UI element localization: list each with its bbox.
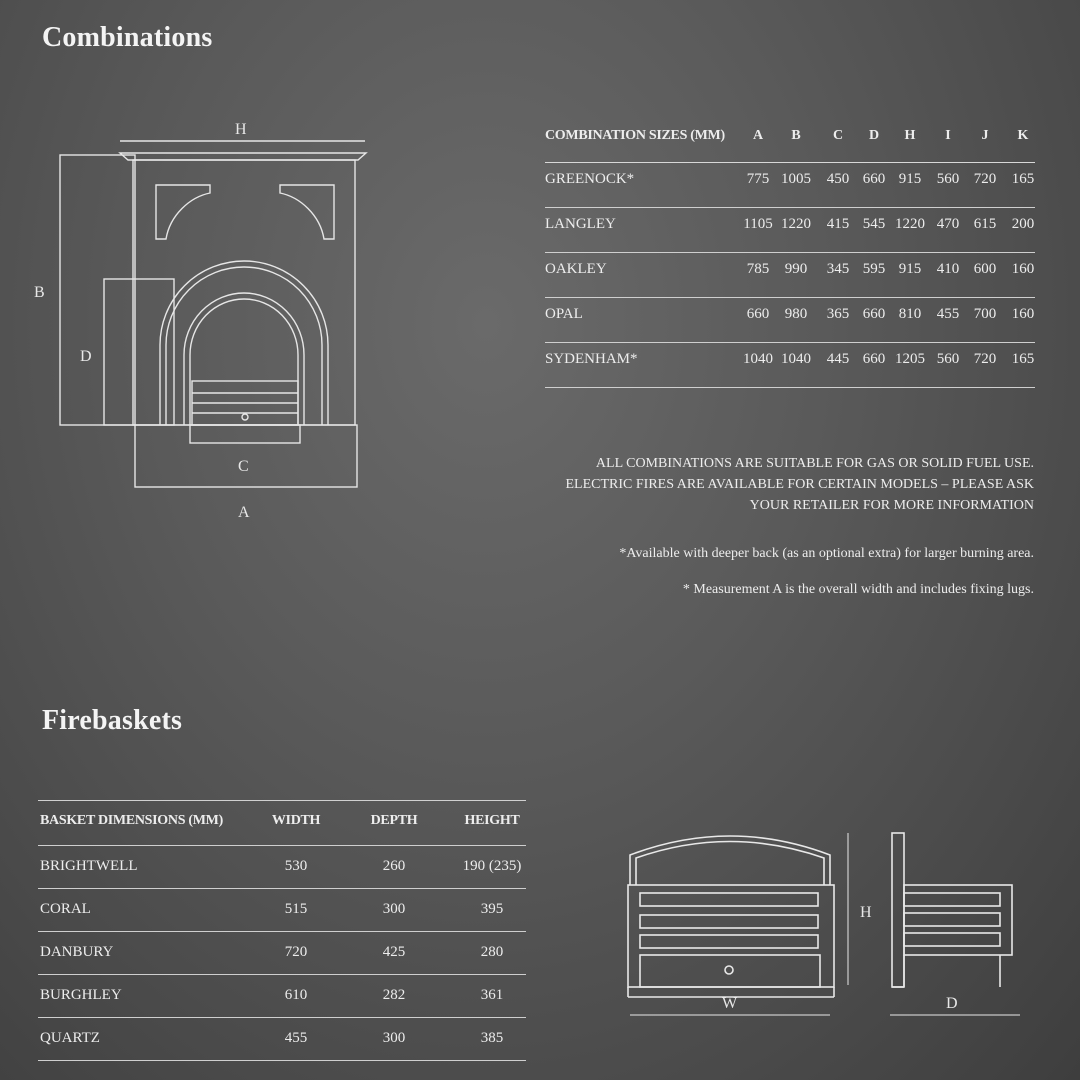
fuel-notice xyxy=(514,453,1034,516)
table-cell: 165 xyxy=(1011,171,1035,187)
basket-side-bar xyxy=(904,893,1000,906)
row-name: BRIGHTWELL xyxy=(40,858,138,874)
table-row xyxy=(38,889,526,932)
basket-bar xyxy=(640,915,818,928)
diagram-label-h: H xyxy=(235,121,247,138)
table-cell: 610 xyxy=(284,987,308,1003)
column-header-width: WIDTH xyxy=(271,813,321,828)
row-name: SYDENHAM* xyxy=(545,351,638,367)
ash-pan xyxy=(190,425,300,443)
table-row xyxy=(545,163,1035,208)
combinations-title: Combinations xyxy=(42,22,213,53)
fuel-notice-line-1: ALL COMBINATIONS ARE SUITABLE FOR GAS OR SOLID FUEL USE. xyxy=(595,456,1034,471)
table-cell: 300 xyxy=(382,1030,406,1046)
table-cell: 395 xyxy=(480,901,504,917)
table-cell: 775 xyxy=(746,171,770,187)
table-cell: 282 xyxy=(382,987,406,1003)
table-cell: 915 xyxy=(898,261,922,277)
table-cell: 720 xyxy=(284,944,308,960)
footnote-deeper-back: *Available with deeper back (as an optional extra) for larger burning area. xyxy=(619,546,1034,561)
table-cell: 165 xyxy=(1011,351,1035,367)
fireplace-combination-diagram xyxy=(20,105,380,525)
left-spandrel xyxy=(156,185,210,239)
hearth-box xyxy=(135,425,357,487)
fuel-notice-line-2: ELECTRIC FIRES ARE AVAILABLE FOR CERTAIN MODELS – PLEASE ASK xyxy=(565,477,1034,492)
basket-bar xyxy=(640,935,818,948)
basket-side-back xyxy=(892,833,904,987)
table-cell: 660 xyxy=(862,171,886,187)
table-cell: 365 xyxy=(826,306,850,322)
table-cell: 425 xyxy=(382,944,406,960)
row-name: QUARTZ xyxy=(40,1030,100,1046)
diagram-label-d: D xyxy=(80,348,92,365)
table-cell: 361 xyxy=(480,987,504,1003)
column-header-d: D xyxy=(868,128,880,143)
inner-arch-inner xyxy=(190,299,298,425)
firebasket-diagram xyxy=(610,825,1030,1025)
table-cell: 1040 xyxy=(743,351,773,367)
table-cell: 410 xyxy=(936,261,960,277)
table-cell: 615 xyxy=(973,216,997,232)
basket-header-label: BASKET DIMENSIONS (MM) xyxy=(40,813,223,828)
basket-arch-top xyxy=(630,836,830,885)
table-row xyxy=(545,208,1035,253)
table-cell: 160 xyxy=(1011,306,1035,322)
table-cell: 450 xyxy=(826,171,850,187)
dimension-box-b xyxy=(60,155,135,425)
table-cell: 200 xyxy=(1011,216,1035,232)
combination-sizes-table xyxy=(545,120,1035,388)
basket-side-bar xyxy=(904,913,1000,926)
table-row xyxy=(545,343,1035,388)
table-cell: 545 xyxy=(862,216,886,232)
table-cell: 560 xyxy=(936,351,960,367)
basket-side-bar xyxy=(904,933,1000,946)
dimension-box-d xyxy=(104,279,174,425)
combination-header-label: COMBINATION SIZES (MM) xyxy=(545,128,725,143)
table-cell: 190 (235) xyxy=(462,858,522,874)
table-cell: 385 xyxy=(480,1030,504,1046)
table-row xyxy=(38,1018,526,1061)
firebaskets-title: Firebaskets xyxy=(42,705,183,736)
mantel-shelf xyxy=(120,153,366,160)
table-cell: 415 xyxy=(826,216,850,232)
table-row xyxy=(545,253,1035,298)
table-cell: 470 xyxy=(936,216,960,232)
basket-dimensions-table xyxy=(38,800,526,1061)
basket-side-frame xyxy=(904,885,1012,955)
column-header-depth: DEPTH xyxy=(370,813,418,828)
diagram-label-a: A xyxy=(238,504,250,521)
table-row xyxy=(545,298,1035,343)
combination-table-header xyxy=(545,120,1035,163)
table-row xyxy=(38,975,526,1018)
table-row xyxy=(38,932,526,975)
table-cell: 600 xyxy=(973,261,997,277)
table-cell: 455 xyxy=(284,1030,308,1046)
table-cell: 660 xyxy=(862,351,886,367)
column-header-j: J xyxy=(981,128,989,143)
basket-table-header xyxy=(38,801,526,846)
table-cell: 1005 xyxy=(781,171,811,187)
column-header-i: I xyxy=(945,128,951,143)
table-cell: 720 xyxy=(973,171,997,187)
row-name: OAKLEY xyxy=(545,261,607,277)
table-cell: 530 xyxy=(284,858,308,874)
right-spandrel xyxy=(280,185,334,239)
inner-arch xyxy=(184,293,304,425)
diagram-label-c: C xyxy=(238,458,249,475)
ashpan-knob xyxy=(725,966,733,974)
table-cell: 1040 xyxy=(781,351,811,367)
row-name: GREENOCK* xyxy=(545,171,635,187)
table-cell: 455 xyxy=(936,306,960,322)
table-cell: 720 xyxy=(973,351,997,367)
table-cell: 160 xyxy=(1011,261,1035,277)
table-cell: 990 xyxy=(784,261,808,277)
table-cell: 700 xyxy=(973,306,997,322)
row-name: LANGLEY xyxy=(545,216,616,232)
column-header-a: A xyxy=(752,128,764,143)
table-cell: 300 xyxy=(382,901,406,917)
footnote-measurement-a: * Measurement A is the overall width and includes fixing lugs. xyxy=(682,582,1034,597)
column-header-b: B xyxy=(791,128,801,143)
table-cell: 915 xyxy=(898,171,922,187)
table-cell: 1220 xyxy=(895,216,925,232)
table-cell: 660 xyxy=(746,306,770,322)
column-header-height: HEIGHT xyxy=(464,813,520,828)
column-header-k: K xyxy=(1017,128,1029,143)
diagram-label-b: B xyxy=(34,284,45,301)
table-cell: 810 xyxy=(898,306,922,322)
table-cell: 445 xyxy=(826,351,850,367)
table-cell: 980 xyxy=(784,306,808,322)
table-row xyxy=(38,846,526,889)
table-cell: 260 xyxy=(382,858,406,874)
basket-ashpan xyxy=(640,955,820,987)
table-cell: 560 xyxy=(936,171,960,187)
table-cell: 1105 xyxy=(743,216,773,232)
fuel-notice-line-3: YOUR RETAILER FOR MORE INFORMATION xyxy=(749,498,1034,513)
basket-front-frame xyxy=(628,885,834,987)
column-header-h: H xyxy=(904,128,916,143)
table-cell: 280 xyxy=(480,944,504,960)
row-name: BURGHLEY xyxy=(40,987,122,1003)
diagram-label-w: W xyxy=(722,995,738,1012)
row-name: OPAL xyxy=(545,306,583,322)
column-header-c: C xyxy=(832,128,844,143)
table-cell: 595 xyxy=(862,261,886,277)
table-cell: 1205 xyxy=(895,351,925,367)
table-cell: 785 xyxy=(746,261,770,277)
row-name: DANBURY xyxy=(40,944,114,960)
row-name: CORAL xyxy=(40,901,91,917)
diagram-label-h: H xyxy=(860,904,872,921)
diagram-label-d: D xyxy=(946,995,958,1012)
table-cell: 515 xyxy=(284,901,308,917)
table-cell: 660 xyxy=(862,306,886,322)
table-cell: 345 xyxy=(826,261,850,277)
table-cell: 1220 xyxy=(781,216,811,232)
basket-bar xyxy=(640,893,818,906)
